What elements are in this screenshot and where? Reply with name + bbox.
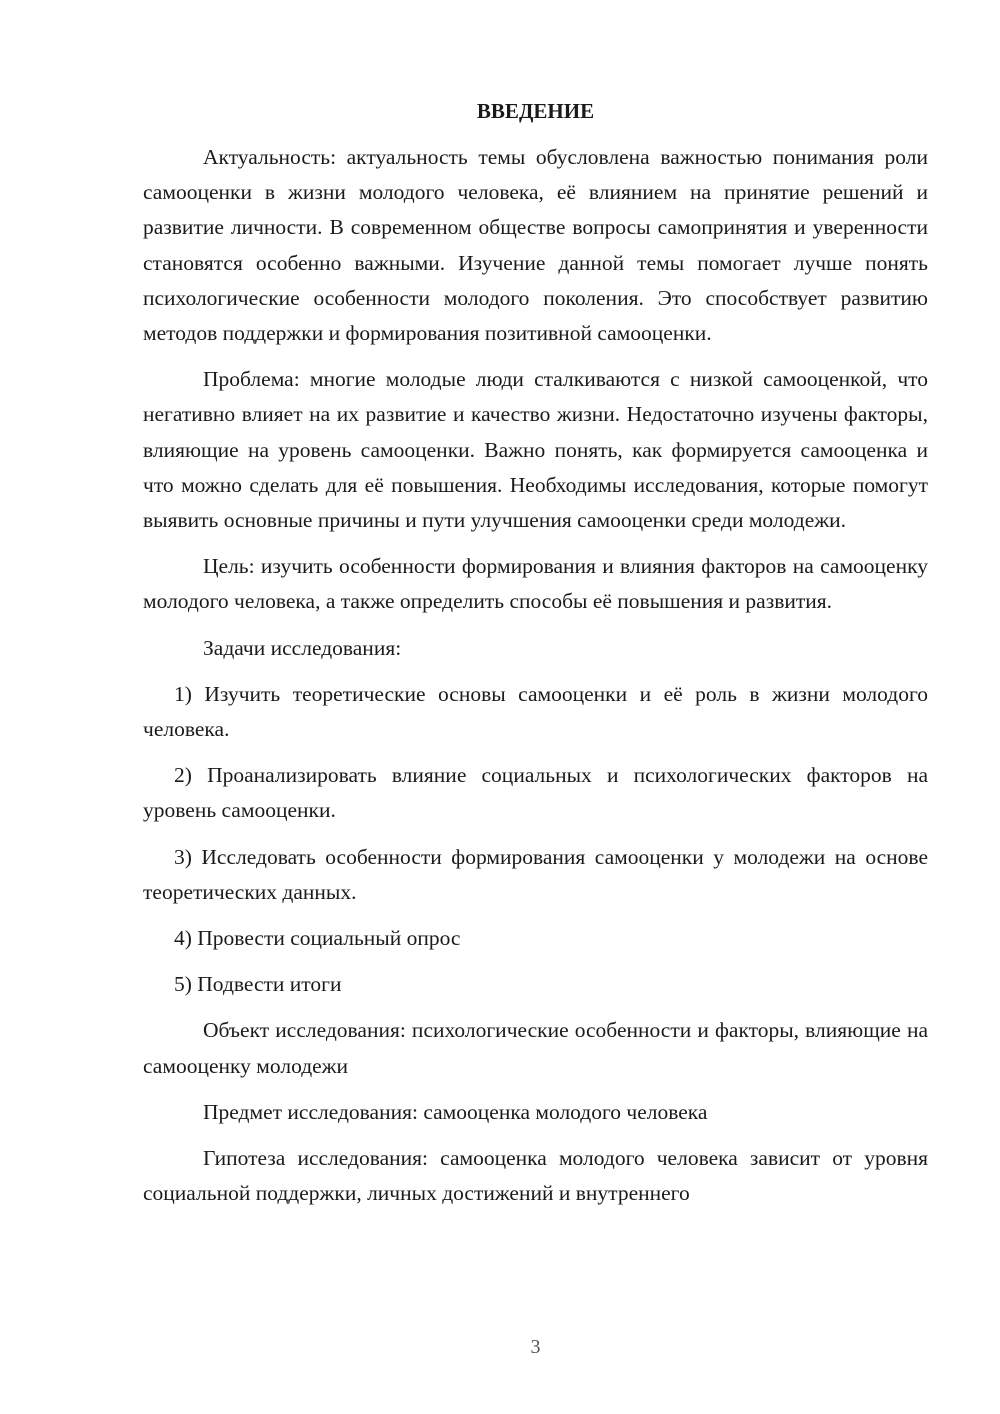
page-title: ВВЕДЕНИЕ	[476, 99, 595, 123]
goal-paragraph: Цель: изучить особенности формирования и влияния факторов на самооценку молодого человека, а также определить способы её повышения и развития.	[143, 554, 928, 614]
document-page	[143, 0, 928, 1414]
body-text	[143, 140, 928, 1222]
task-item: 2) Проанализировать влияние социальных и психологических факторов на уровень самооценки.	[143, 763, 928, 823]
hypothesis-paragraph: Гипотеза исследования: самооценка молодого человека зависит от уровня социальной поддержки, личных достижений и внутреннего	[143, 1146, 928, 1206]
object-paragraph: Объект исследования: психологические особенности и факторы, влияющие на самооценку молодежи	[143, 1018, 928, 1078]
task-item: 1) Изучить теоретические основы самооценки и её роль в жизни молодого человека.	[143, 681, 928, 742]
problem-paragraph: Проблема: многие молодые люди сталкиваются с низкой самооценкой, что негативно влияет на их развитие и качество жизни. Недостаточно изучены факторы, влияющие на уровень самооценки. Важно понять, как формируется самооценка и что можно сделать для её повышения. Необходимы исследования, которые помогут выявить основные причины и пути улучшения самооценки среди молодежи.	[143, 367, 928, 533]
page-number: 3	[530, 1336, 541, 1358]
task-item: 3) Исследовать особенности формирования самооценки у молодежи на основе теоретических данных.	[143, 844, 928, 904]
task-item: 5) Подвести итоги	[174, 972, 342, 997]
task-item: 4) Провести социальный опрос	[174, 926, 461, 951]
subject-paragraph: Предмет исследования: самооценка молодого человека	[203, 1099, 708, 1124]
tasks-title: Задачи исследования:	[203, 635, 402, 660]
relevance-paragraph: Актуальность: актуальность темы обусловлена важностью понимания роли самооценки в жизни молодого человека, её влиянием на принятие решений и развитие личности. В современном обществе вопросы самопринятия и уверенности становятся особенно важными. Изучение данной темы помогает лучше понять психологические особенности молодого поколения. Это способствует развитию методов поддержки и формирования позитивной самооценки.	[143, 145, 928, 346]
